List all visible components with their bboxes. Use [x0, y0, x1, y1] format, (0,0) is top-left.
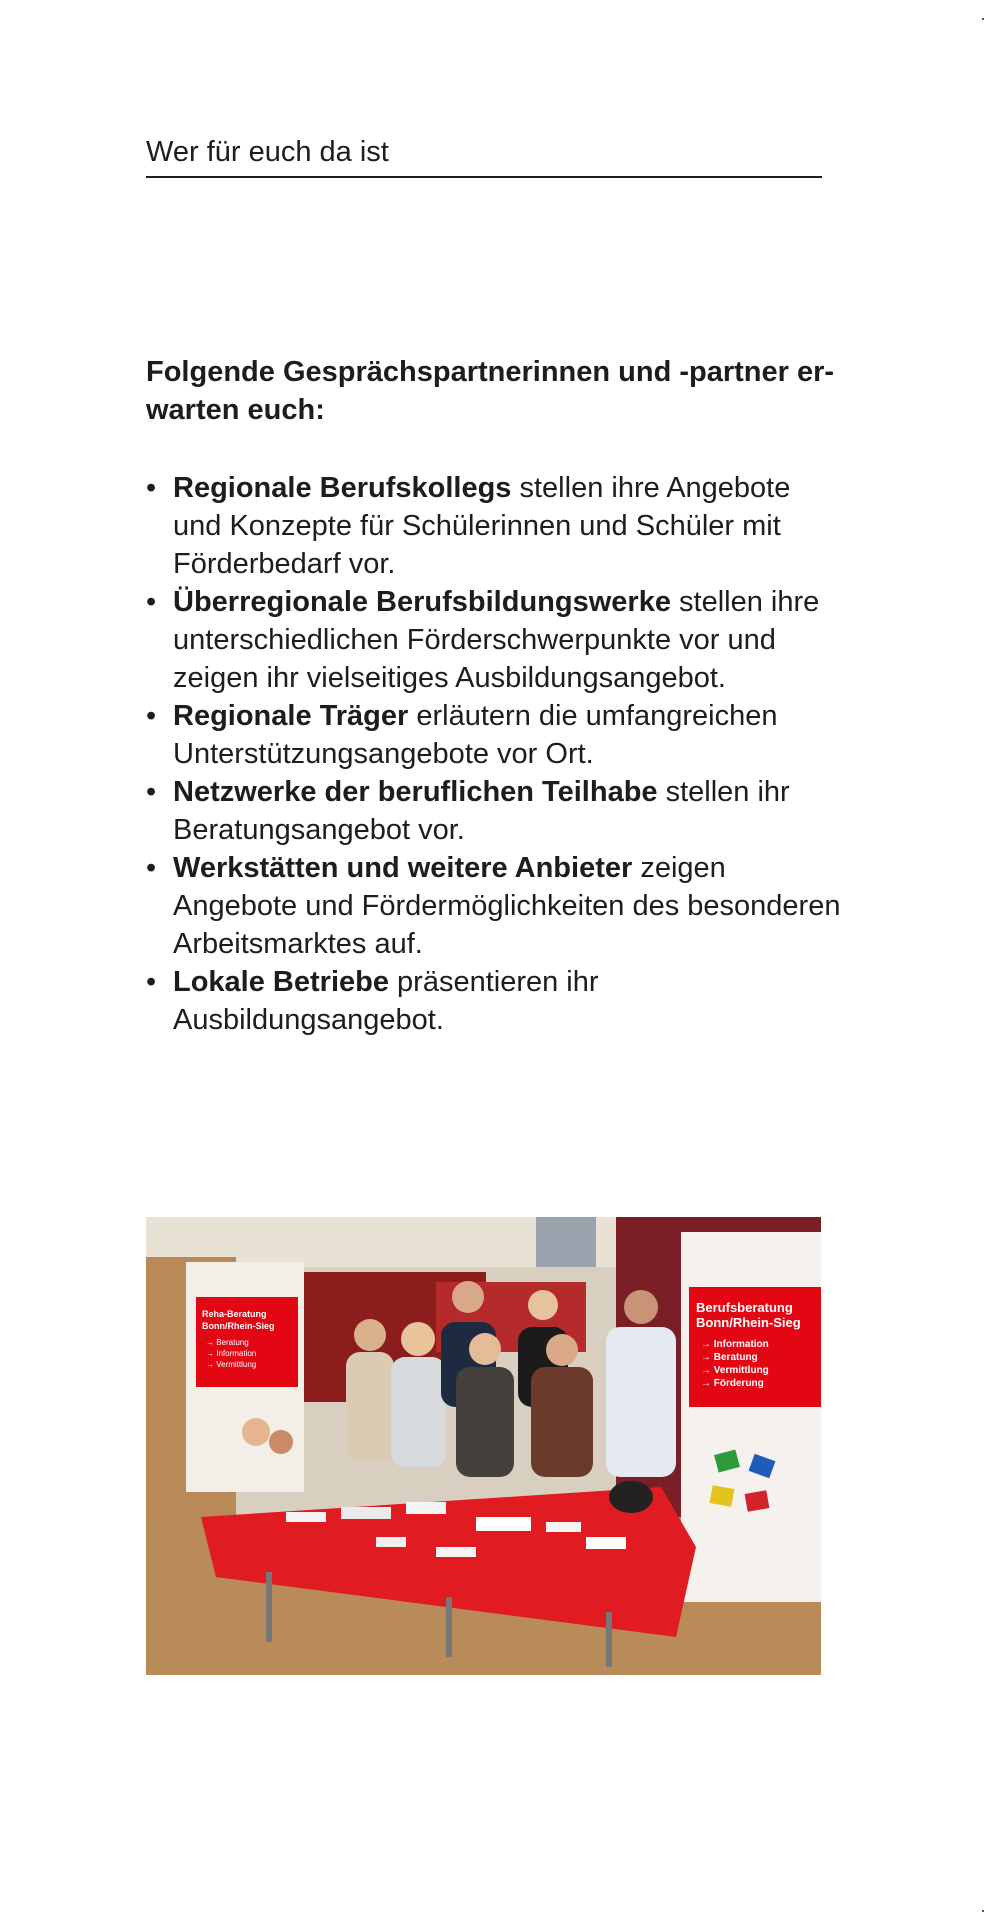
bullet-icon: • — [146, 852, 157, 884]
bullet-icon: • — [146, 472, 157, 504]
list-item — [146, 963, 846, 1039]
list-item-text: präsentieren ihr Ausbildungsangebot. — [173, 966, 599, 1036]
banner-left-title-1: Reha-Beratung — [202, 1309, 267, 1319]
section-title: Wer für euch da ist — [146, 136, 389, 168]
list-item-bold: Werkstätten und weitere Anbieter — [173, 852, 633, 884]
crop-mark-top-right — [982, 18, 984, 20]
list-item-text: stellen ihre Angebote und Konzepte für Schülerinnen und Schüler mit Förderbedarf vor. — [173, 472, 791, 580]
event-photo-illustration — [146, 1217, 821, 1675]
puzzle-yellow — [710, 1485, 735, 1507]
list-item-bold: Regionale Berufskollegs — [173, 472, 512, 504]
list-item-bold: Netzwerke der beruflichen Teilhabe — [173, 776, 658, 808]
banner-left-item: → Information — [206, 1349, 257, 1358]
banner-right-item: → Beratung — [701, 1352, 758, 1363]
event-photo — [146, 1217, 821, 1675]
crop-mark-bottom-right — [982, 1910, 984, 1912]
list-item-text: stellen ihre unterschiedlichen Förderschwerpunkte vor und zeigen ihr vielseitiges Ausbildungsangebot. — [173, 586, 820, 694]
list-item-text: erläutern die umfangreichen Unterstützungsangebote vor Ort. — [173, 700, 778, 770]
banner-left-item: → Beratung — [206, 1338, 249, 1347]
list-item-bold: Überregionale Berufsbildungswerke — [173, 586, 671, 618]
banner-right — [681, 1232, 821, 1602]
banner-right-item: → Vermittlung — [701, 1365, 769, 1376]
list-item — [146, 773, 846, 849]
list-item-text: stellen ihr Beratungsangebot vor. — [173, 776, 790, 846]
section-header — [146, 134, 822, 178]
banner-right-item: → Information — [701, 1339, 769, 1350]
banner-left-item: → Vermittlung — [206, 1360, 257, 1369]
list-item-bold: Regionale Träger — [173, 700, 409, 732]
banner-right-title-1: Berufsberatung — [696, 1300, 793, 1315]
banner-left — [186, 1262, 304, 1492]
bullet-icon: • — [146, 700, 157, 732]
intro-heading: Folgende Gesprächspartnerinnen und -partner er-warten euch: — [146, 356, 835, 426]
list-item — [146, 849, 846, 963]
banner-left-title-2: Bonn/Rhein-Sieg — [202, 1321, 275, 1331]
bullet-icon: • — [146, 586, 157, 618]
banner-right-item: → Förderung — [701, 1378, 764, 1389]
list-item-bold: Lokale Betriebe — [173, 966, 389, 998]
list-item — [146, 583, 846, 697]
list-item — [146, 469, 846, 583]
bullet-icon: • — [146, 776, 157, 808]
list-item — [146, 697, 846, 773]
device-on-table — [609, 1481, 653, 1513]
bullet-icon: • — [146, 966, 157, 998]
list-item-text: zeigen Angebote und Fördermöglichkeiten des besonderen Arbeitsmarktes auf. — [173, 852, 841, 960]
puzzle-red — [745, 1490, 770, 1512]
partner-list — [146, 469, 846, 1039]
banner-right-title-2: Bonn/Rhein-Sieg — [696, 1315, 801, 1330]
